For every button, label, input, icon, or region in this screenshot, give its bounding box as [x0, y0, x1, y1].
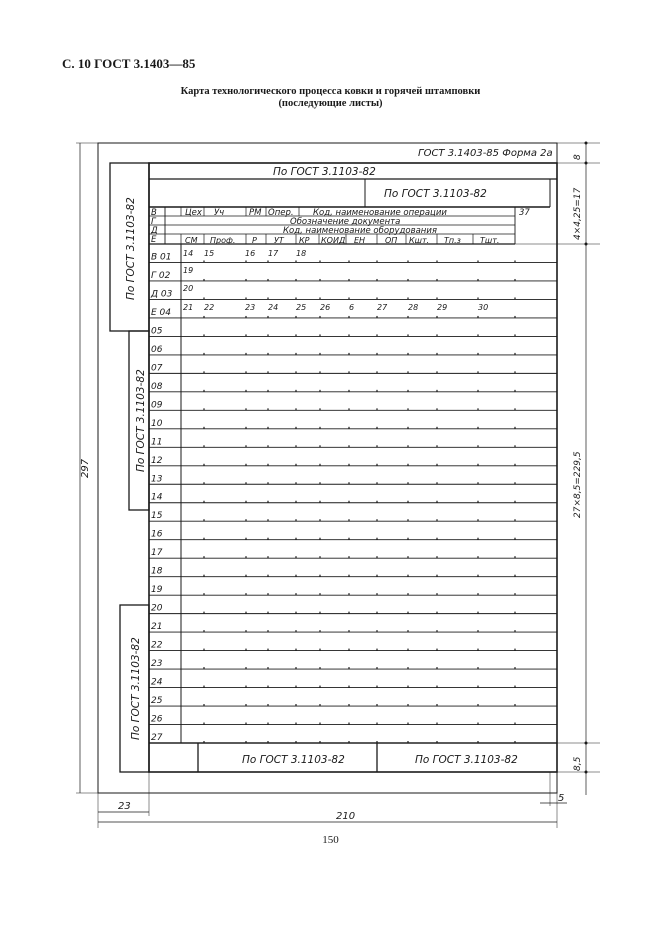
gost-ref-top: По ГОСТ 3.1103-82	[273, 166, 376, 178]
cell-en: ЕН	[354, 236, 366, 245]
colnum-26: 26	[320, 303, 331, 312]
line-number-label: 17	[151, 548, 163, 559]
colnum-22: 22	[204, 303, 215, 312]
dim-header-rows: 4×4,25=17	[573, 187, 583, 240]
colnum-15: 15	[204, 249, 215, 258]
equipment-label: Код, наименование оборудования	[283, 226, 437, 236]
dim-height-total: 297	[80, 458, 91, 478]
line-number-label: 16	[151, 529, 163, 540]
dim-top-band: 8	[573, 154, 583, 160]
stamp-bottom-label: По ГОСТ 3.1103-82	[130, 637, 142, 740]
colnum-20: 20	[183, 284, 194, 293]
cell-uch: Уч	[214, 208, 225, 218]
page-header: С. 10 ГОСТ 3.1403—85	[62, 56, 196, 71]
dimension-tick-dot	[585, 771, 588, 774]
line-number-label: 09	[151, 400, 163, 411]
cell-r: Р	[252, 236, 257, 245]
row-prefix-e: Е	[151, 235, 157, 245]
line-number-label: 19	[151, 585, 163, 596]
cell-sm: СМ	[185, 236, 198, 245]
dimension-tick-dot	[585, 742, 588, 745]
dimension-tick-dot	[585, 142, 588, 145]
line-number-label: 13	[151, 474, 163, 485]
line-number-label: Г 02	[151, 270, 171, 281]
colnum-19: 19	[183, 266, 194, 275]
line-number-label: 25	[151, 696, 163, 707]
cell-rm: РМ	[249, 208, 262, 218]
colnum-16: 16	[245, 249, 256, 258]
colnum-29: 29	[437, 303, 448, 312]
dim-bottom-band: 8,5	[573, 756, 583, 771]
colnum-24: 24	[268, 303, 279, 312]
colnum-17: 17	[268, 249, 279, 258]
stamp-top-label: По ГОСТ 3.1103-82	[125, 197, 137, 300]
dimension-tick-dot	[585, 162, 588, 165]
line-number-label: 05	[151, 326, 163, 337]
line-number-label: 15	[151, 511, 163, 522]
cell-prof: Проф.	[210, 236, 236, 245]
line-number-label: 23	[151, 659, 163, 670]
colnum-27: 27	[377, 303, 388, 312]
cell-ut: УТ	[274, 236, 284, 245]
form-subtitle: (последующие листы)	[278, 98, 383, 109]
page-number: 150	[322, 834, 339, 846]
dimension-tick-dot	[585, 243, 588, 246]
colnum-18: 18	[296, 249, 307, 258]
cell-ceh: Цех	[185, 208, 202, 218]
body-grid	[149, 252, 557, 743]
line-number-label: 06	[151, 344, 163, 355]
line-number-label: 26	[151, 714, 163, 725]
cell-tpz: Тп.з	[444, 236, 461, 245]
cell-koid: КОИД	[321, 236, 346, 245]
line-number-label: 24	[151, 677, 163, 688]
dim-left-margin: 23	[118, 801, 131, 812]
dim-width-total: 210	[336, 811, 356, 822]
colnum-23: 23	[245, 303, 256, 312]
colnum-14: 14	[183, 249, 194, 258]
line-number-label: 20	[151, 603, 163, 614]
stamp-middle-label: По ГОСТ 3.1103-82	[135, 369, 147, 472]
line-number-label: 11	[151, 437, 163, 448]
colnum-6: 6	[349, 303, 355, 312]
row-b-end-number: 37	[519, 208, 530, 218]
operation-code-label: Код, наименование операции	[313, 208, 447, 218]
form-label: ГОСТ 3.1403-85 Форма 2а	[418, 148, 553, 159]
cell-ksht: Кшт.	[409, 236, 430, 245]
dim-right-margin: 5	[558, 793, 565, 804]
line-number-label: Е 04	[151, 307, 171, 318]
line-number-label: 12	[151, 455, 163, 466]
colnum-21: 21	[183, 303, 194, 312]
line-number-label: 08	[151, 381, 163, 392]
dim-body-rows: 27×8,5=229,5	[573, 451, 583, 518]
line-number-label: В 01	[151, 252, 172, 263]
line-number-label: 14	[151, 492, 163, 503]
row-prefix-d: Д	[151, 226, 158, 236]
cell-tsht: Тшт.	[480, 236, 500, 245]
row-prefix-g: Г	[151, 217, 156, 227]
gost-ref-bottom-right: По ГОСТ 3.1103-82	[415, 754, 518, 766]
line-number-label: 21	[151, 622, 163, 633]
line-number-label: 22	[151, 640, 163, 651]
form-title: Карта технологического процесса ковки и горячей штамповки	[180, 86, 481, 97]
gost-ref-right: По ГОСТ 3.1103-82	[384, 188, 487, 200]
cell-kr: КР	[299, 236, 310, 245]
cell-oper: Опер.	[268, 208, 294, 218]
cell-op: ОП	[385, 236, 398, 245]
colnum-28: 28	[408, 303, 419, 312]
line-number-label: 07	[151, 363, 163, 374]
gost-ref-bottom-left: По ГОСТ 3.1103-82	[242, 754, 345, 766]
line-number-label: 10	[151, 418, 163, 429]
row-prefix-b: В	[151, 208, 157, 218]
colnum-30: 30	[478, 303, 489, 312]
line-number-label: 18	[151, 566, 163, 577]
line-number-label: Д 03	[151, 289, 173, 300]
document-label: Обозначение документа	[290, 217, 401, 227]
line-number-label: 27	[151, 733, 163, 743]
colnum-25: 25	[296, 303, 307, 312]
